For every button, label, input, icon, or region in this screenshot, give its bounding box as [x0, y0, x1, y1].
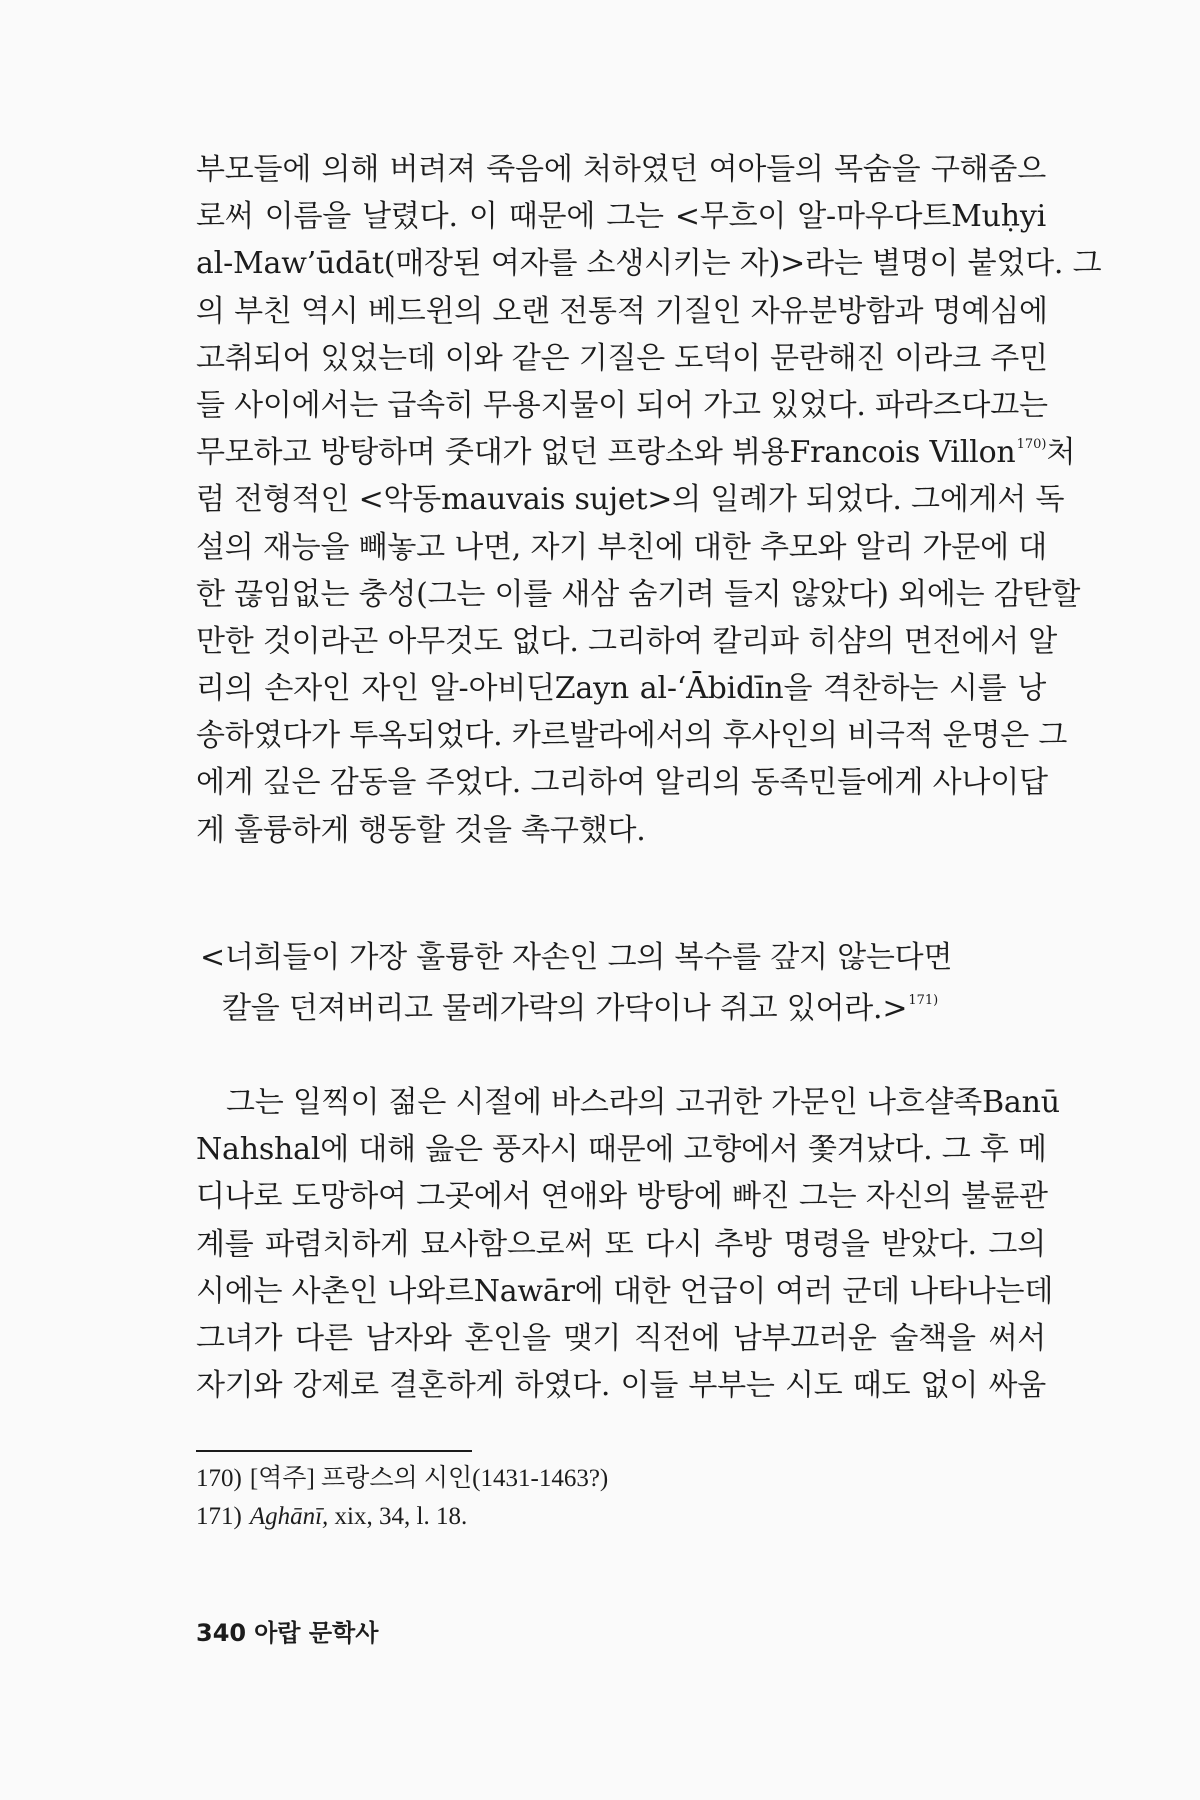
paragraph-1-line-12: 리의 손자인 자인 알-아비딘Zayn al-‘Ābidīn을 격찬하는 시를 낭 [196, 671, 1046, 707]
paragraph-1-line-14: 에게 깊은 감동을 주었다. 그리하여 알리의 동족민들에게 사나이답 [196, 765, 1048, 801]
paragraph-2 [196, 1079, 1060, 1409]
paragraph-2-line-1: 그는 일찍이 젊은 시절에 바스라의 고귀한 가문인 나흐샬족Banū [226, 1085, 1060, 1120]
paragraph-1-line-4: 의 부친 역시 베드윈의 오랜 전통적 기질인 자유분방함과 명예심에 [196, 293, 1048, 329]
footnote-171-source: Aghānī, [249, 1503, 329, 1530]
paragraph-1-line-9: 설의 재능을 빼놓고 나면, 자기 부친에 대한 추모와 알리 가문에 대 [196, 529, 1047, 565]
footnote-171-text: xix, 34, l. 18. [328, 1503, 468, 1530]
footnote-ref-170[interactable]: 170) [1016, 437, 1047, 453]
footnotes [196, 1460, 1046, 1536]
paragraph-1-line-1: 부모들에 의해 버려져 죽음에 처하였던 여아들의 목숨을 구해줌으 [196, 152, 1046, 187]
page-footer [196, 1618, 378, 1648]
book-title: 아랍 문학사 [254, 1619, 379, 1647]
footnote-ref-171[interactable]: 171) [908, 993, 939, 1008]
footnote-171 [196, 1498, 1046, 1536]
paragraph-1-line-10: 한 끊임없는 충성(그는 이를 새삼 숨기려 들지 않았다) 외에는 감탄할 [196, 576, 1081, 612]
paragraph-1-line-11: 만한 것이라곤 아무것도 없다. 그리하여 칼리파 히샴의 면전에서 알 [196, 623, 1058, 659]
page-number: 340 [196, 1619, 247, 1647]
paragraph-2-line-3: 디나로 도망하여 그곳에서 연애와 방탕에 빠진 그는 자신의 불륜관 [196, 1179, 1048, 1215]
paragraph-1-line-7 [196, 429, 1076, 476]
paragraph-1-line-6: 들 사이에서는 급속히 무용지물이 되어 가고 있었다. 파라즈다끄는 [196, 387, 1048, 423]
paragraph-1 [196, 146, 1102, 854]
footnote-divider [196, 1450, 472, 1452]
paragraph-1-line-2: 로써 이름을 날렸다. 이 때문에 그는 <무흐이 알-마우다트Muḥyi [196, 199, 1046, 235]
paragraph-1-line-15: 게 훌륭하게 행동할 것을 촉구했다. [196, 812, 646, 848]
quote-line-2-text: 칼을 던져버리고 물레가락의 가닥이나 쥐고 있어라.> [222, 991, 908, 1026]
footnote-171-number: 171) [196, 1503, 242, 1530]
paragraph-1-line-7-tail: 처 [1046, 435, 1076, 471]
footnote-170-number: 170) [196, 1465, 242, 1492]
footnote-170 [196, 1460, 1046, 1498]
paragraph-2-line-2: Nahshal에 대해 읊은 풍자시 때문에 고향에서 쫓겨났다. 그 후 메 [196, 1132, 1047, 1168]
block-quote [200, 932, 1050, 1034]
quote-line-2 [200, 983, 1050, 1034]
footnote-170-text: [역주] 프랑스의 시인(1431-1463?) [249, 1465, 609, 1492]
paragraph-1-line-3: al-Maw’ūdāt(매장된 여자를 소생시키는 자)>라는 별명이 붙었다. 그 [196, 246, 1102, 282]
paragraph-2-line-4: 계를 파렴치하게 묘사함으로써 또 다시 추방 명령을 받았다. 그의 [196, 1226, 1046, 1262]
paragraph-1-line-13: 송하였다가 투옥되었다. 카르발라에서의 후사인의 비극적 운명은 그 [196, 718, 1068, 754]
paragraph-1-line-7-text: 무모하고 방탕하며 줏대가 없던 프랑소와 뷔용Francois Villon [196, 435, 1016, 471]
paragraph-1-line-8: 럼 전형적인 <악동mauvais sujet>의 일례가 되었다. 그에게서 독 [196, 482, 1065, 518]
paragraph-2-line-5: 시에는 사촌인 나와르Nawār에 대한 언급이 여러 군데 나타나는데 [196, 1273, 1054, 1309]
quote-line-1: <너희들이 가장 훌륭한 자손인 그의 복수를 갚지 않는다면 [200, 940, 953, 975]
paragraph-2-line-7: 자기와 강제로 결혼하게 하였다. 이들 부부는 시도 때도 없이 싸움 [196, 1368, 1046, 1404]
paragraph-1-line-5: 고취되어 있었는데 이와 같은 기질은 도덕이 문란해진 이라크 주민 [196, 340, 1048, 376]
paragraph-2-line-6: 그녀가 다른 남자와 혼인을 맺기 직전에 남부끄러운 술책을 써서 [196, 1320, 1046, 1356]
